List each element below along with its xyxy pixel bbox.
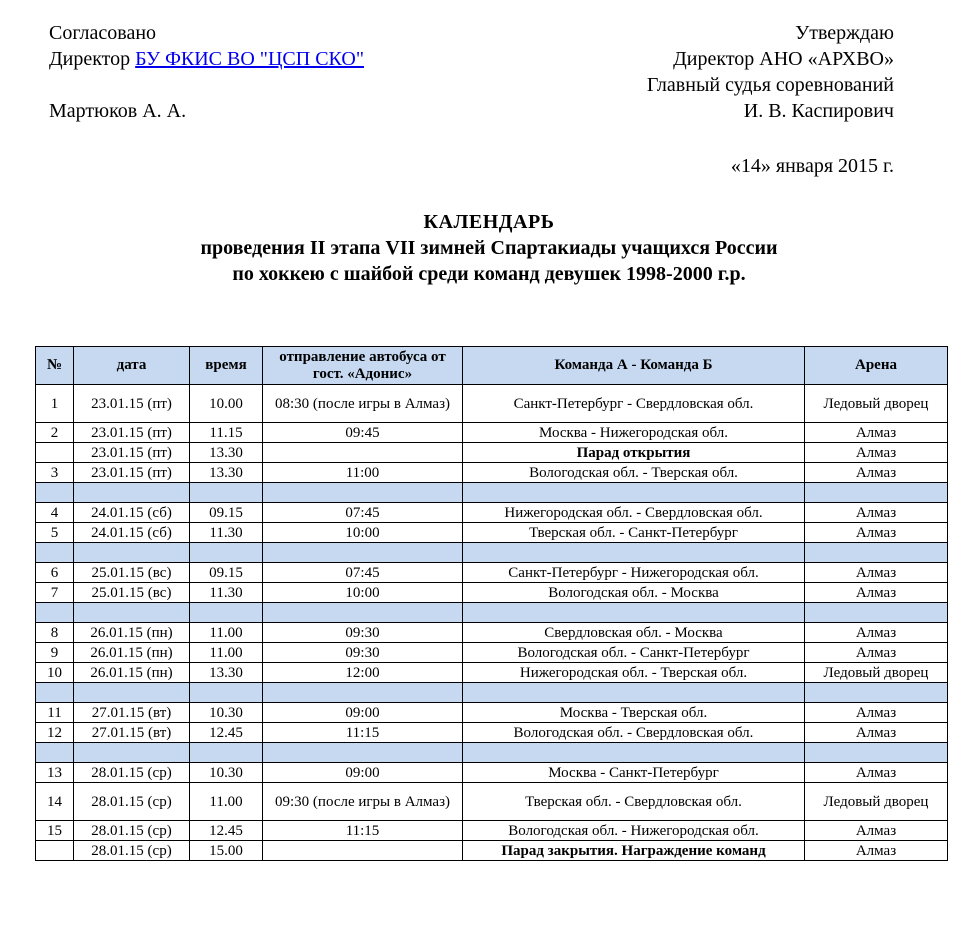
- cell-date: 26.01.15 (пн): [74, 643, 190, 663]
- cell-time: 09.15: [190, 563, 263, 583]
- cell-bus: 08:30 (после игры в Алмаз): [263, 385, 463, 423]
- cell-match: Парад закрытия. Награждение команд: [463, 841, 805, 861]
- cell-bus: [263, 443, 463, 463]
- cell-num: 2: [36, 423, 74, 443]
- cell-time: 11.15: [190, 423, 263, 443]
- title-line-3: по хоккею с шайбой среди команд девушек 1998-2000 г.р.: [232, 263, 746, 285]
- cell-bus: [263, 841, 463, 861]
- approval-director-line: [49, 46, 364, 72]
- cell-arena: Алмаз: [805, 503, 948, 523]
- table-row: [36, 443, 948, 463]
- cell-bus: 11:15: [263, 821, 463, 841]
- cell-time: 15.00: [190, 841, 263, 861]
- cell-match: Санкт-Петербург - Свердловская обл.: [463, 385, 805, 423]
- cell-match: Нижегородская обл. - Свердловская обл.: [463, 503, 805, 523]
- cell-date: 28.01.15 (ср): [74, 821, 190, 841]
- cell-arena: Алмаз: [805, 821, 948, 841]
- cell-date: 28.01.15 (ср): [74, 783, 190, 821]
- day-separator-row: [36, 483, 948, 503]
- cell-num: 3: [36, 463, 74, 483]
- cell-num: 1: [36, 385, 74, 423]
- day-separator-row: [36, 543, 948, 563]
- cell-match: Вологодская обл. - Свердловская обл.: [463, 723, 805, 743]
- organization-link[interactable]: БУ ФКИС ВО "ЦСП СКО": [135, 48, 364, 70]
- cell-date: 27.01.15 (вт): [74, 723, 190, 743]
- cell-match: Вологодская обл. - Санкт-Петербург: [463, 643, 805, 663]
- table-row: [36, 723, 948, 743]
- table-row: [36, 763, 948, 783]
- cell-match: Нижегородская обл. - Тверская обл.: [463, 663, 805, 683]
- cell-num: 5: [36, 523, 74, 543]
- approval-name: Мартюков А. А.: [49, 100, 187, 122]
- cell-time: 13.30: [190, 443, 263, 463]
- cell-num: 11: [36, 703, 74, 723]
- cell-time: 10.00: [190, 385, 263, 423]
- approve-judge: Главный судья соревнований: [646, 74, 894, 96]
- document-date: «14» января 2015 г.: [730, 155, 894, 177]
- cell-arena: Алмаз: [805, 423, 948, 443]
- table-row: [36, 583, 948, 603]
- cell-date: 28.01.15 (ср): [74, 841, 190, 861]
- cell-num: 9: [36, 643, 74, 663]
- cell-time: 11.00: [190, 643, 263, 663]
- cell-bus: 07:45: [263, 563, 463, 583]
- cell-time: 12.45: [190, 821, 263, 841]
- cell-date: 23.01.15 (пт): [74, 443, 190, 463]
- cell-date: 27.01.15 (вт): [74, 703, 190, 723]
- table-row: [36, 503, 948, 523]
- schedule-table: [35, 346, 948, 861]
- cell-match: Москва - Санкт-Петербург: [463, 763, 805, 783]
- col-header-num: №: [36, 347, 74, 385]
- cell-bus: 11:15: [263, 723, 463, 743]
- cell-arena: Алмаз: [805, 563, 948, 583]
- approve-director: Директор АНО «АРХВО»: [673, 48, 894, 70]
- table-row: [36, 643, 948, 663]
- cell-date: 24.01.15 (сб): [74, 503, 190, 523]
- cell-num: [36, 841, 74, 861]
- cell-bus: 10:00: [263, 583, 463, 603]
- cell-num: 8: [36, 623, 74, 643]
- cell-arena: Ледовый дворец: [805, 385, 948, 423]
- table-row: [36, 821, 948, 841]
- col-header-time: время: [190, 347, 263, 385]
- cell-match: Вологодская обл. - Нижегородская обл.: [463, 821, 805, 841]
- cell-bus: 10:00: [263, 523, 463, 543]
- table-row: [36, 463, 948, 483]
- cell-date: 24.01.15 (сб): [74, 523, 190, 543]
- table-header-row: [36, 347, 948, 385]
- cell-match: Санкт-Петербург - Нижегородская обл.: [463, 563, 805, 583]
- cell-date: 28.01.15 (ср): [74, 763, 190, 783]
- agreed-label: Согласовано: [49, 22, 157, 44]
- cell-arena: Ледовый дворец: [805, 783, 948, 821]
- document-title: [0, 209, 978, 287]
- table-row: [36, 385, 948, 423]
- cell-num: 10: [36, 663, 74, 683]
- cell-arena: Алмаз: [805, 703, 948, 723]
- cell-time: 13.30: [190, 463, 263, 483]
- table-row: [36, 663, 948, 683]
- cell-bus: 09:30 (после игры в Алмаз): [263, 783, 463, 821]
- cell-num: 14: [36, 783, 74, 821]
- cell-match: Вологодская обл. - Тверская обл.: [463, 463, 805, 483]
- table-row: [36, 563, 948, 583]
- cell-num: 13: [36, 763, 74, 783]
- cell-time: 11.30: [190, 583, 263, 603]
- cell-arena: Алмаз: [805, 463, 948, 483]
- cell-bus: 09:00: [263, 763, 463, 783]
- cell-date: 23.01.15 (пт): [74, 385, 190, 423]
- table-row: [36, 841, 948, 861]
- cell-date: 25.01.15 (вс): [74, 563, 190, 583]
- cell-time: 11.30: [190, 523, 263, 543]
- col-header-date: дата: [74, 347, 190, 385]
- col-header-bus: отправление автобуса от гост. «Адонис»: [263, 347, 463, 385]
- cell-time: 09.15: [190, 503, 263, 523]
- cell-match: Москва - Нижегородская обл.: [463, 423, 805, 443]
- cell-num: 6: [36, 563, 74, 583]
- cell-match: Вологодская обл. - Москва: [463, 583, 805, 603]
- cell-bus: 09:30: [263, 643, 463, 663]
- title-line-1: КАЛЕНДАРЬ: [423, 211, 555, 233]
- cell-match: Москва - Тверская обл.: [463, 703, 805, 723]
- table-row: [36, 623, 948, 643]
- cell-arena: Алмаз: [805, 841, 948, 861]
- day-separator-row: [36, 743, 948, 763]
- cell-bus: 12:00: [263, 663, 463, 683]
- table-row: [36, 703, 948, 723]
- cell-date: 25.01.15 (вс): [74, 583, 190, 603]
- cell-arena: Алмаз: [805, 623, 948, 643]
- cell-time: 11.00: [190, 623, 263, 643]
- cell-num: 15: [36, 821, 74, 841]
- cell-arena: Алмаз: [805, 643, 948, 663]
- cell-num: [36, 443, 74, 463]
- cell-time: 12.45: [190, 723, 263, 743]
- cell-date: 26.01.15 (пн): [74, 623, 190, 643]
- cell-match: Парад открытия: [463, 443, 805, 463]
- cell-arena: Алмаз: [805, 443, 948, 463]
- approval-block: [49, 20, 364, 124]
- cell-date: 23.01.15 (пт): [74, 463, 190, 483]
- col-header-arena: Арена: [805, 347, 948, 385]
- day-separator-row: [36, 683, 948, 703]
- cell-match: Свердловская обл. - Москва: [463, 623, 805, 643]
- cell-arena: Ледовый дворец: [805, 663, 948, 683]
- cell-date: 23.01.15 (пт): [74, 423, 190, 443]
- approve-block: [647, 20, 894, 124]
- table-row: [36, 423, 948, 443]
- cell-bus: 09:00: [263, 703, 463, 723]
- cell-arena: Алмаз: [805, 763, 948, 783]
- cell-num: 12: [36, 723, 74, 743]
- cell-num: 7: [36, 583, 74, 603]
- approve-name: И. В. Каспирович: [743, 100, 894, 122]
- table-row: [36, 523, 948, 543]
- approve-label: Утверждаю: [795, 22, 894, 44]
- cell-bus: 09:30: [263, 623, 463, 643]
- table-row: [36, 783, 948, 821]
- cell-bus: 09:45: [263, 423, 463, 443]
- cell-time: 13.30: [190, 663, 263, 683]
- cell-bus: 11:00: [263, 463, 463, 483]
- cell-arena: Алмаз: [805, 723, 948, 743]
- director-prefix: Директор: [49, 48, 131, 70]
- cell-arena: Алмаз: [805, 583, 948, 603]
- cell-date: 26.01.15 (пн): [74, 663, 190, 683]
- title-line-2: проведения II этапа VII зимней Спартакиады учащихся России: [200, 237, 778, 259]
- col-header-match: Команда А - Команда Б: [463, 347, 805, 385]
- cell-time: 10.30: [190, 703, 263, 723]
- cell-arena: Алмаз: [805, 523, 948, 543]
- cell-match: Тверская обл. - Свердловская обл.: [463, 783, 805, 821]
- cell-num: 4: [36, 503, 74, 523]
- cell-time: 10.30: [190, 763, 263, 783]
- cell-bus: 07:45: [263, 503, 463, 523]
- cell-time: 11.00: [190, 783, 263, 821]
- cell-match: Тверская обл. - Санкт-Петербург: [463, 523, 805, 543]
- day-separator-row: [36, 603, 948, 623]
